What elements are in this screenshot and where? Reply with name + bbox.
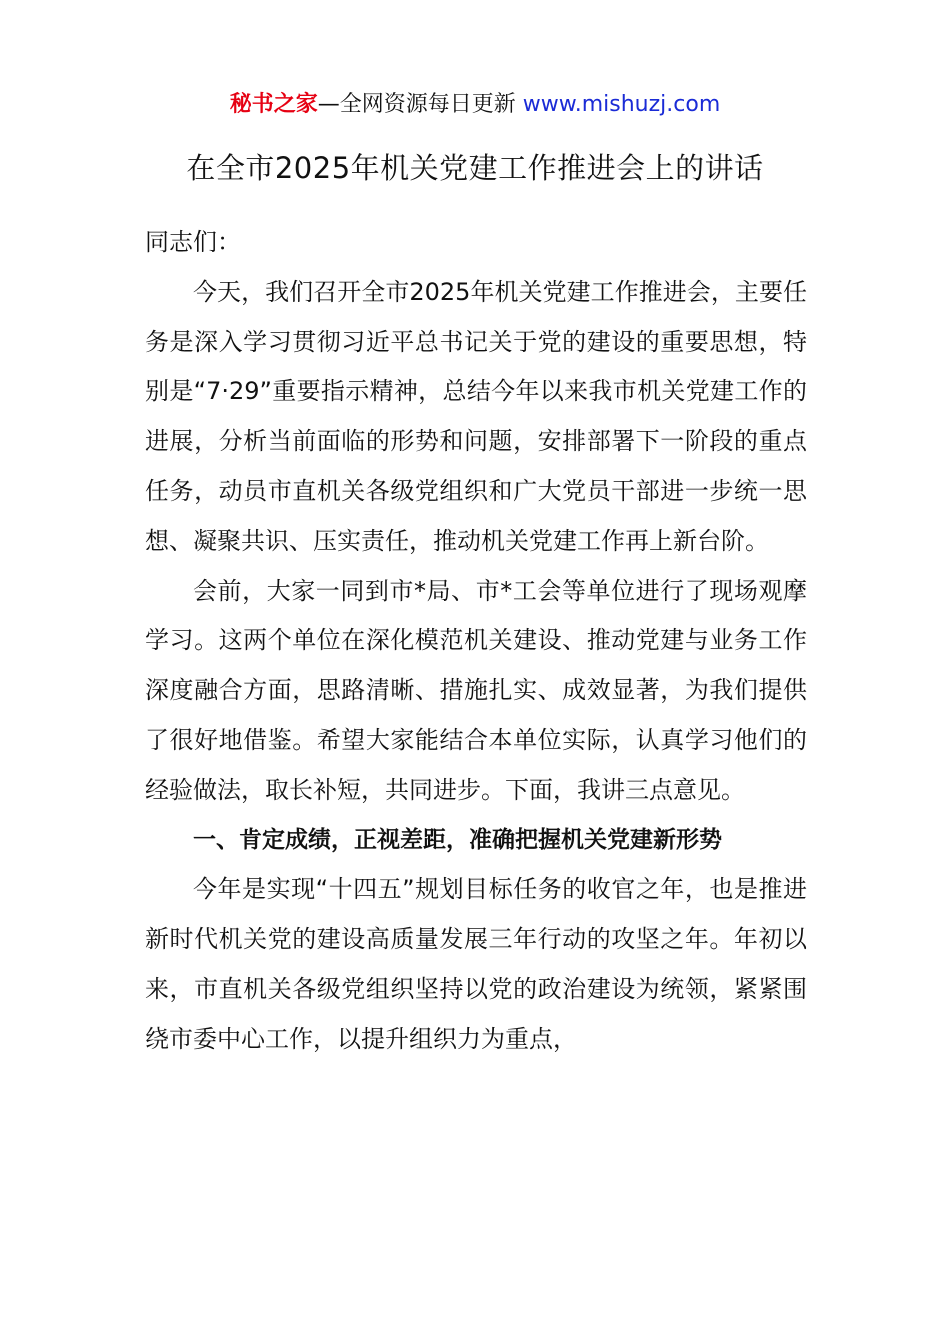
site-slogan: —全网资源每日更新 — [317, 92, 523, 117]
body-paragraph-2: 会前，大家一同到市*局、市*工会等单位进行了现场观摩学习。这两个单位在深化模范机关建设、推动党建与业务工作深度融合方面，思路清晰、措施扎实、成效显著，为我们提供了很好地借鉴。希望大家能结合本单位实际，认真学习他们的经验做法，取长补短，共同进步。下面，我讲三点意见。 — [145, 576, 807, 804]
document-body — [145, 218, 807, 1065]
section-paragraph-1: 今年是实现“十四五”规划目标任务的收官之年，也是推进新时代机关党的建设高质量发展三年行动的攻坚之年。年初以来，市直机关各级党组织坚持以党的政治建设为统领，紧紧围绕市委中心工作，以提升组织力为重点， — [145, 875, 807, 1053]
salutation: 同志们： — [145, 228, 241, 256]
site-brand: 秘书之家 — [229, 92, 318, 117]
body-paragraph-1: 今天，我们召开全市2025年机关党建工作推进会，主要任务是深入学习贯彻习近平总书记关于党的建设的重要思想，特别是“7·29”重要指示精神，总结今年以来我市机关党建工作的进展，分析当前面临的形势和问题，安排部署下一阶段的重点任务，动员市直机关各级党组织和广大党员干部进一步统一思想、凝聚共识、压实责任，推动机关党建工作再上新台阶。 — [145, 277, 807, 555]
site-url-link[interactable]: www.mishuzj.com — [522, 92, 721, 117]
document-title: 在全市2025年机关党建工作推进会上的讲话 — [186, 151, 764, 185]
section-heading-1: 一、肯定成绩，正视差距，准确把握机关党建新形势 — [193, 826, 722, 853]
site-header — [0, 88, 950, 122]
